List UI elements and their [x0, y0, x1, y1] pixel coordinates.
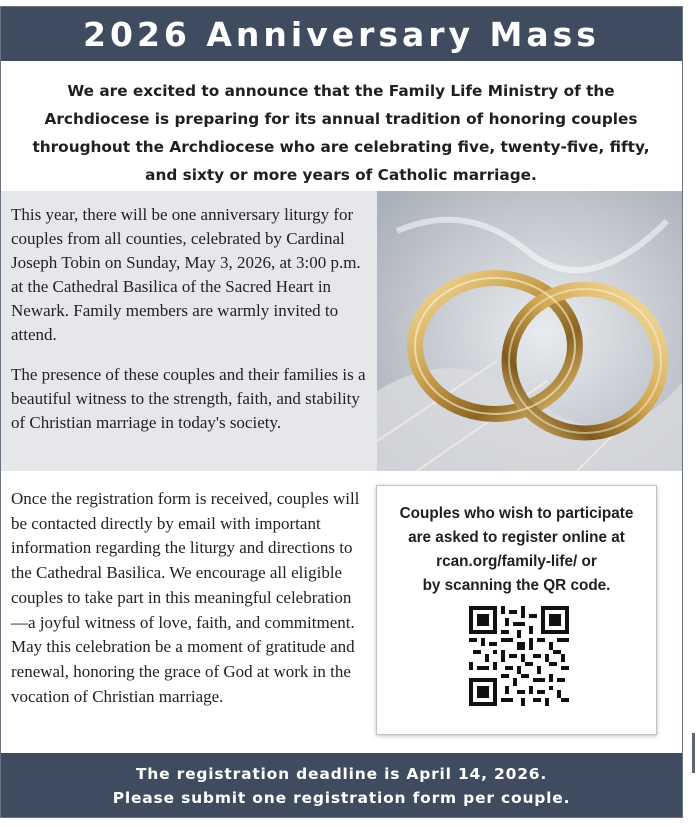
callout-line: Couples who wish to participate: [399, 505, 634, 522]
details-text: [11, 203, 371, 451]
or-text: or: [577, 553, 597, 570]
registration-callout: [376, 485, 657, 735]
intro-line: throughout the Archdiocese who are celebrating five, twenty-five, fifty,: [32, 138, 650, 156]
page-edge-divider: [692, 733, 695, 773]
details-paragraph: The presence of these couples and their families is a beautiful witness to the strength, faith, and stability of Christian marriage in today's society.: [11, 365, 366, 432]
wedding-rings-photo: [377, 191, 683, 471]
registration-link[interactable]: rcan.org/family-life/: [436, 553, 578, 570]
intro-line: and sixty or more years of Catholic marriage.: [145, 166, 537, 184]
callout-line: by scanning the QR code.: [422, 577, 611, 594]
flyer: [0, 6, 683, 818]
deadline-text: The registration deadline is April 14, 2026.: [135, 765, 548, 783]
callout-line: [387, 550, 646, 574]
submission-note: Please submit one registration form per couple.: [112, 789, 571, 807]
page-title: 2026 Anniversary Mass: [83, 14, 600, 54]
wedding-rings-image: [377, 191, 683, 471]
details-paragraph: This year, there will be one anniversary liturgy for couples from all counties, celebrated by Cardinal Joseph Tobin on Sunday, May 3, 2026, at 3:00 p.m. at the Cathedral Basilica of the Sacred Heart in Newark. Family members are warmly invited to attend.: [11, 205, 361, 344]
intro-line: Archdiocese is preparing for its annual tradition of honoring couples: [44, 110, 638, 128]
title-banner: [1, 7, 682, 61]
intro-text: [21, 77, 661, 189]
registration-info: Once the registration form is received, couples will be contacted directly by email with important information regarding the liturgy and directions to the Cathedral Basilica. We encourage all eligible couples to take part in this meaningful celebration—a joyful witness of love, faith, and commitment. May this celebration be a moment of gratitude and renewal, honoring the grace of God at work in the vocation of Christian marriage.: [11, 489, 360, 706]
callout-line: are asked to register online at: [408, 529, 625, 546]
details-panel: [1, 191, 682, 471]
deadline-banner: [1, 753, 682, 818]
callout-text: [387, 502, 646, 598]
intro-line: We are excited to announce that the Family Life Ministry of the: [67, 82, 615, 100]
qr-code-icon[interactable]: [469, 606, 569, 706]
